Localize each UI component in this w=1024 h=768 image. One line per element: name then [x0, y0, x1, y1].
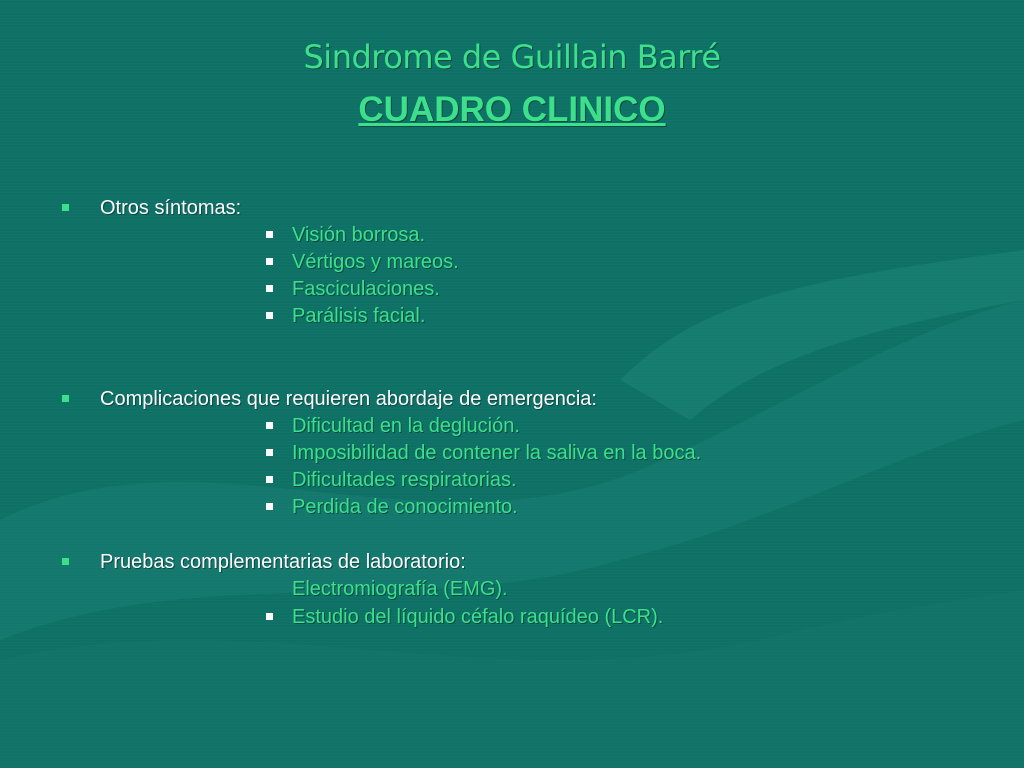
slide-subtitle: CUADRO CLINICO	[358, 90, 666, 129]
bullet-square-icon	[266, 613, 273, 620]
bullet-square-icon	[266, 476, 273, 483]
bullet-square-icon	[62, 558, 69, 565]
bullet-square-icon	[266, 231, 273, 238]
bullet-square-icon	[266, 312, 273, 319]
list-item: Electromiografía (EMG).	[292, 578, 508, 600]
slide-title: Sindrome de Guillain Barré	[303, 38, 721, 76]
bullet-square-icon	[266, 449, 273, 456]
bullet-square-icon	[266, 285, 273, 292]
bullet-square-icon	[266, 422, 273, 429]
bullet-square-icon	[62, 204, 69, 211]
bullet-square-icon	[266, 258, 273, 265]
bullet-square-icon	[62, 395, 69, 402]
bullet-square-icon	[266, 503, 273, 510]
slide: Sindrome de Guillain Barré CUADRO CLINICO Otros síntomas: Visión borrosa. Vértigos y mareos. Fasciculaciones. Parálisis facial. Complicaciones que requieren abordaje de emergencia: Dificultad en la deglución. Imposibilidad de contener la saliva en la boca. Dificultades respiratorias. Perdida de conocimiento. Pruebas complementarias de laboratorio: Electromiografía (EMG). Estudio del líquido céfalo raquídeo (LCR).	[0, 0, 1024, 768]
